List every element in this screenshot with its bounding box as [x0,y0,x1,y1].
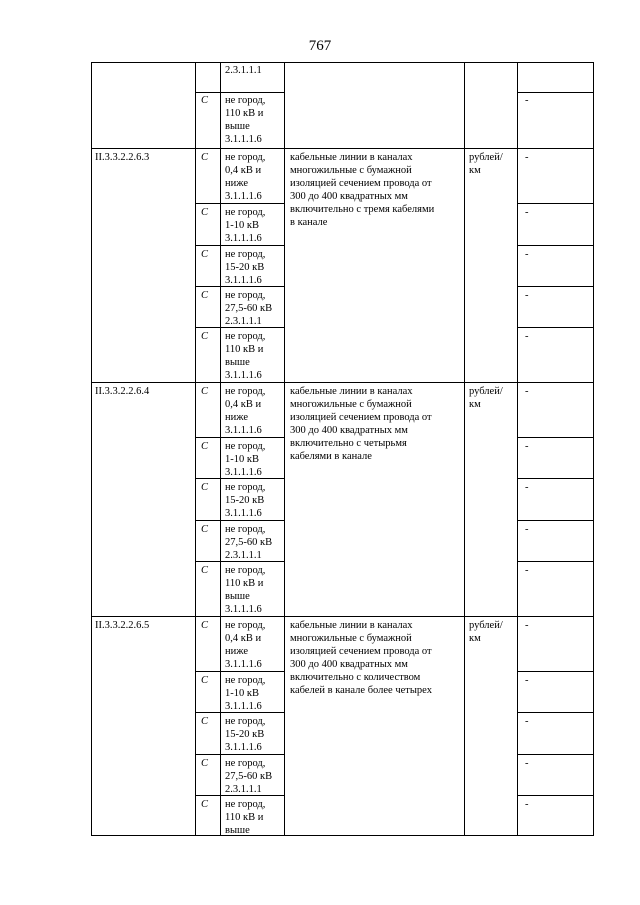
voltage-cell: не город, 27,5-60 кВ 2.3.1.1.1 [225,524,273,561]
value-cell: - [525,152,529,163]
row-border [517,478,594,479]
item-code: II.3.3.2.2.6.4 [95,386,150,397]
voltage-cell: не город, 1-10 кВ 3.1.1.1.6 [225,207,266,244]
value-cell: - [525,524,529,535]
voltage-cell: не город, 1-10 кВ 3.1.1.1.6 [225,441,266,478]
group-border [91,382,594,383]
row-symbol: С [201,482,209,493]
voltage-cell: не город, 1-10 кВ 3.1.1.1.6 [225,675,266,712]
value-cell: - [525,482,529,493]
row-border [517,437,594,438]
value-cell: - [525,386,529,397]
row-border [517,203,594,204]
group-border [91,148,594,149]
column-border [91,62,92,836]
value-cell: - [525,290,529,301]
group-border [91,616,594,617]
row-symbol: С [201,441,209,452]
voltage-cell: не город, 110 кВ и выше 3.1.1.1.6 [225,95,266,145]
voltage-cell: не город, 15-20 кВ 3.1.1.1.6 [225,249,266,286]
row-symbol: С [201,249,209,260]
column-border [284,62,285,836]
row-border [517,245,594,246]
row-symbol: С [201,290,209,301]
item-code: II.3.3.2.2.6.5 [95,620,150,631]
unit-cell: рублей/ км [469,152,503,176]
voltage-cell: не город, 15-20 кВ 3.1.1.1.6 [225,716,266,753]
value-cell: - [525,331,529,342]
row-border [517,671,594,672]
row-border [517,520,594,521]
row-symbol: С [201,207,209,218]
row-border [195,92,284,93]
row-symbol: С [201,799,209,810]
row-border [517,754,594,755]
item-description: кабельные линии в каналах многожильные с бумажной изоляцией сечением провода от 300 до 400 квадратных мм включительно с количеством кабелей в канале более четырех [290,620,432,696]
row-border [517,561,594,562]
row-border [517,286,594,287]
voltage-cell: не город, 110 кВ и выше [225,799,266,836]
column-border [195,62,196,836]
row-border [517,795,594,796]
voltage-cell: не город, 27,5-60 кВ 2.3.1.1.1 [225,290,273,327]
voltage-cell: не город, 0,4 кВ и ниже 3.1.1.1.6 [225,152,266,202]
table-bottom-border [91,835,594,836]
row-border [195,671,284,672]
table-right-border [593,62,594,836]
voltage-cell: 2.3.1.1.1 [225,65,262,76]
row-symbol: С [201,758,209,769]
row-border [517,327,594,328]
row-border [195,203,284,204]
column-border [220,62,221,836]
row-border [195,754,284,755]
voltage-cell: не город, 110 кВ и выше 3.1.1.1.6 [225,331,266,381]
value-cell: - [525,207,529,218]
value-cell: - [525,758,529,769]
item-code: II.3.3.2.2.6.3 [95,152,150,163]
row-symbol: С [201,386,209,397]
page-number: 767 [308,38,332,54]
voltage-cell: не город, 27,5-60 кВ 2.3.1.1.1 [225,758,273,795]
row-symbol: С [201,620,209,631]
column-border [464,62,465,836]
column-border [517,62,518,836]
value-cell: - [525,799,529,810]
unit-cell: рублей/ км [469,386,503,410]
item-description: кабельные линии в каналах многожильные с бумажной изоляцией сечением провода от 300 до 400 квадратных мм включительно с четырьмя кабелями в канале [290,386,432,462]
voltage-cell: не город, 0,4 кВ и ниже 3.1.1.1.6 [225,386,266,436]
voltage-cell: не город, 0,4 кВ и ниже 3.1.1.1.6 [225,620,266,670]
row-symbol: С [201,95,209,106]
row-border [517,712,594,713]
value-cell: - [525,675,529,686]
row-symbol: С [201,152,209,163]
row-symbol: С [201,565,209,576]
row-symbol: С [201,716,209,727]
value-cell: - [525,249,529,260]
table-top-border [91,62,594,63]
row-border [195,437,284,438]
value-cell: - [525,95,529,106]
voltage-cell: не город, 110 кВ и выше 3.1.1.1.6 [225,565,266,615]
document-table [91,62,594,836]
value-cell: - [525,441,529,452]
value-cell: - [525,716,529,727]
row-border [195,245,284,246]
row-symbol: С [201,675,209,686]
voltage-cell: не город, 15-20 кВ 3.1.1.1.6 [225,482,266,519]
item-description: кабельные линии в каналах многожильные с бумажной изоляцией сечением провода от 300 до 400 квадратных мм включительно с тремя кабелями в канале [290,152,435,228]
row-border [195,520,284,521]
value-cell: - [525,565,529,576]
unit-cell: рублей/ км [469,620,503,644]
row-symbol: С [201,524,209,535]
value-cell: - [525,620,529,631]
row-border [517,92,594,93]
row-symbol: С [201,331,209,342]
